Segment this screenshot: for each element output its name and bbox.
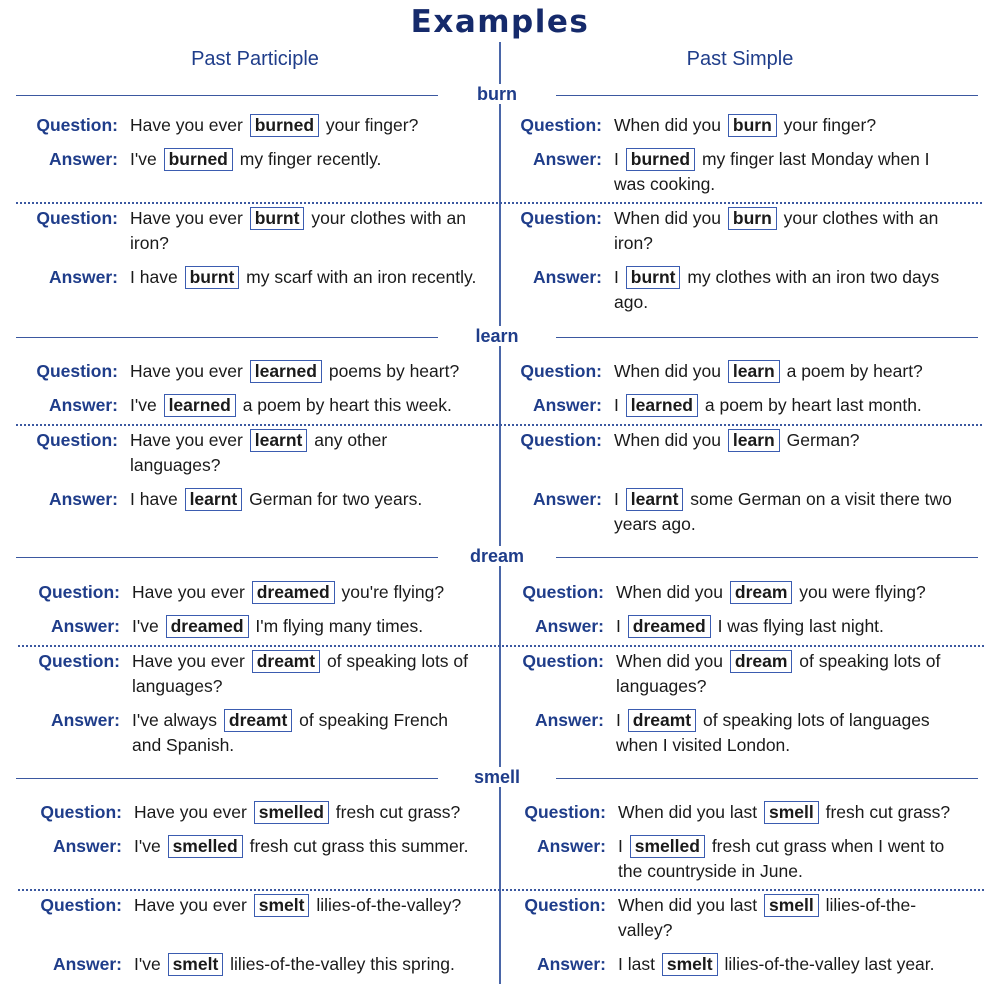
question-label: Question: <box>524 895 606 915</box>
verb-form-box: smelt <box>254 894 310 917</box>
column-header-past-simple: Past Simple <box>686 48 794 70</box>
answer-row <box>8 265 478 290</box>
example-separator <box>18 889 984 891</box>
verb-divider-burn <box>16 86 978 106</box>
example-block <box>8 113 478 172</box>
answer-row <box>494 614 964 639</box>
question-row <box>494 580 964 605</box>
question-text: When did you burn your finger? <box>614 115 877 135</box>
verb-form-box: dreamed <box>252 581 335 604</box>
question-text: Have you ever burnt your clothes with an iron? <box>130 208 466 253</box>
answer-text: I've always dreamt of speaking French and Spanish. <box>132 710 448 755</box>
question-row <box>8 206 478 256</box>
example-separator <box>16 424 982 426</box>
question-text: Have you ever dreamt of speaking lots of languages? <box>132 651 469 696</box>
question-row <box>496 893 966 943</box>
verb-form-box: smell <box>764 894 819 917</box>
answer-text: I learned a poem by heart last month. <box>614 395 922 415</box>
answer-row <box>10 708 480 758</box>
question-label: Question: <box>38 582 120 602</box>
verb-divider-learn <box>16 328 978 348</box>
answer-text: I dreamt of speaking lots of languages when I visited London. <box>616 710 930 755</box>
answer-label: Answer: <box>50 710 120 730</box>
example-block <box>10 649 480 758</box>
verb-form-box: learnt <box>626 488 684 511</box>
question-label: Question: <box>36 361 118 381</box>
answer-row <box>492 487 962 537</box>
example-block <box>492 206 962 315</box>
verb-form-box: learn <box>728 360 780 383</box>
question-label: Question: <box>36 208 118 228</box>
question-label: Question: <box>522 651 604 671</box>
question-text: When did you dream you were flying? <box>616 582 926 602</box>
question-text: Have you ever smelled fresh cut grass? <box>134 802 461 822</box>
verb-form-box: burn <box>728 114 777 137</box>
answer-row <box>8 393 478 418</box>
answer-label: Answer: <box>52 954 122 974</box>
verb-form-box: learnt <box>250 429 308 452</box>
answer-row <box>10 614 480 639</box>
question-row <box>496 800 966 825</box>
question-text: Have you ever burned your finger? <box>130 115 419 135</box>
question-row <box>8 428 478 478</box>
question-label: Question: <box>40 802 122 822</box>
answer-label: Answer: <box>534 710 604 730</box>
question-row <box>12 800 482 825</box>
verb-form-box: burnt <box>185 266 240 289</box>
question-label: Question: <box>36 430 118 450</box>
verb-form-box: smelled <box>254 801 329 824</box>
example-block <box>492 113 962 197</box>
verb-form-box: smelled <box>168 835 243 858</box>
question-label: Question: <box>520 208 602 228</box>
answer-label: Answer: <box>532 267 602 287</box>
answer-row <box>496 834 966 884</box>
verb-form-box: dreamt <box>224 709 292 732</box>
answer-label: Answer: <box>532 149 602 169</box>
verb-form-box: dreamed <box>628 615 711 638</box>
verb-form-box: burned <box>250 114 319 137</box>
answer-row <box>12 834 482 859</box>
question-row <box>492 206 962 256</box>
answer-row <box>12 952 482 977</box>
answer-row <box>494 708 964 758</box>
verb-heading: burn <box>471 84 523 104</box>
example-block <box>492 359 962 418</box>
example-block <box>8 359 478 418</box>
verb-form-box: learned <box>164 394 236 417</box>
verb-heading: smell <box>468 767 526 787</box>
answer-row <box>8 147 478 172</box>
answer-text: I smelled fresh cut grass when I went to the countryside in June. <box>618 836 945 881</box>
question-row <box>12 893 482 918</box>
question-label: Question: <box>520 361 602 381</box>
question-label: Question: <box>520 115 602 135</box>
question-row <box>492 428 962 453</box>
example-block <box>492 428 962 537</box>
answer-text: I've learned a poem by heart this week. <box>130 395 452 415</box>
answer-row <box>492 393 962 418</box>
example-block <box>494 649 964 758</box>
question-row <box>10 649 480 699</box>
question-label: Question: <box>36 115 118 135</box>
answer-label: Answer: <box>534 616 604 636</box>
question-label: Question: <box>522 582 604 602</box>
verb-form-box: burned <box>626 148 695 171</box>
page-title: Examples <box>410 4 590 40</box>
answer-row <box>8 487 478 512</box>
answer-label: Answer: <box>48 489 118 509</box>
example-block <box>496 893 966 977</box>
question-row <box>492 359 962 384</box>
verb-form-box: learn <box>728 429 780 452</box>
answer-label: Answer: <box>536 836 606 856</box>
answer-text: I burnt my clothes with an iron two days ago. <box>614 267 940 312</box>
answer-text: I've smelt lilies-of-the-valley this spring. <box>134 954 455 974</box>
question-text: Have you ever learned poems by heart? <box>130 361 460 381</box>
example-block <box>12 800 482 859</box>
question-text: Have you ever dreamed you're flying? <box>132 582 445 602</box>
verb-form-box: dream <box>730 650 793 673</box>
verb-form-box: dream <box>730 581 793 604</box>
question-row <box>10 580 480 605</box>
verb-heading: learn <box>469 326 524 346</box>
answer-label: Answer: <box>532 489 602 509</box>
answer-text: I have learnt German for two years. <box>130 489 423 509</box>
answer-text: I've dreamed I'm flying many times. <box>132 616 424 636</box>
answer-label: Answer: <box>48 395 118 415</box>
answer-text: I burned my finger last Monday when I was cooking. <box>614 149 930 194</box>
question-label: Question: <box>40 895 122 915</box>
verb-form-box: burned <box>164 148 233 171</box>
answer-label: Answer: <box>48 267 118 287</box>
question-label: Question: <box>38 651 120 671</box>
example-separator <box>16 202 982 204</box>
verb-heading: dream <box>464 546 530 566</box>
verb-form-box: smelled <box>630 835 705 858</box>
verb-form-box: learned <box>626 394 698 417</box>
verb-form-box: burnt <box>626 266 681 289</box>
verb-form-box: learned <box>250 360 322 383</box>
example-separator <box>18 645 984 647</box>
column-header-past-participle: Past Participle <box>191 48 319 70</box>
answer-label: Answer: <box>50 616 120 636</box>
answer-label: Answer: <box>532 395 602 415</box>
verb-divider-smell <box>16 769 978 789</box>
verb-form-box: dreamt <box>628 709 696 732</box>
question-text: When did you dream of speaking lots of languages? <box>616 651 941 696</box>
answer-row <box>492 265 962 315</box>
answer-row <box>492 147 962 197</box>
verb-form-box: smelt <box>168 953 224 976</box>
verb-form-box: burnt <box>250 207 305 230</box>
question-row <box>8 113 478 138</box>
question-text: Have you ever smelt lilies-of-the-valley? <box>134 895 462 915</box>
question-text: When did you burn your clothes with an iron? <box>614 208 939 253</box>
question-row <box>492 113 962 138</box>
answer-text: I have burnt my scarf with an iron recently. <box>130 267 477 287</box>
question-label: Question: <box>520 430 602 450</box>
answer-label: Answer: <box>52 836 122 856</box>
question-text: Have you ever learnt any other languages? <box>130 430 388 475</box>
verb-form-box: smell <box>764 801 819 824</box>
verb-form-box: dreamt <box>252 650 320 673</box>
answer-text: I've smelled fresh cut grass this summer. <box>134 836 469 856</box>
verb-form-box: learnt <box>185 488 243 511</box>
example-block <box>12 893 482 977</box>
verb-form-box: dreamed <box>166 615 249 638</box>
answer-text: I learnt some German on a visit there two years ago. <box>614 489 952 534</box>
example-block <box>10 580 480 639</box>
question-row <box>8 359 478 384</box>
verb-divider-dream <box>16 548 978 568</box>
answer-label: Answer: <box>48 149 118 169</box>
question-text: When did you learn a poem by heart? <box>614 361 923 381</box>
example-block <box>496 800 966 884</box>
answer-row <box>496 952 966 977</box>
answer-text: I dreamed I was flying last night. <box>616 616 884 636</box>
answer-text: I last smelt lilies-of-the-valley last year. <box>618 954 935 974</box>
question-text: When did you last smell lilies-of-the-valley? <box>618 895 917 940</box>
example-block <box>8 206 478 290</box>
answer-text: I've burned my finger recently. <box>130 149 382 169</box>
answer-label: Answer: <box>536 954 606 974</box>
question-text: When did you learn German? <box>614 430 860 450</box>
question-row <box>494 649 964 699</box>
question-text: When did you last smell fresh cut grass? <box>618 802 951 822</box>
example-block <box>8 428 478 512</box>
verb-form-box: burn <box>728 207 777 230</box>
example-block <box>494 580 964 639</box>
question-label: Question: <box>524 802 606 822</box>
verb-form-box: smelt <box>662 953 718 976</box>
